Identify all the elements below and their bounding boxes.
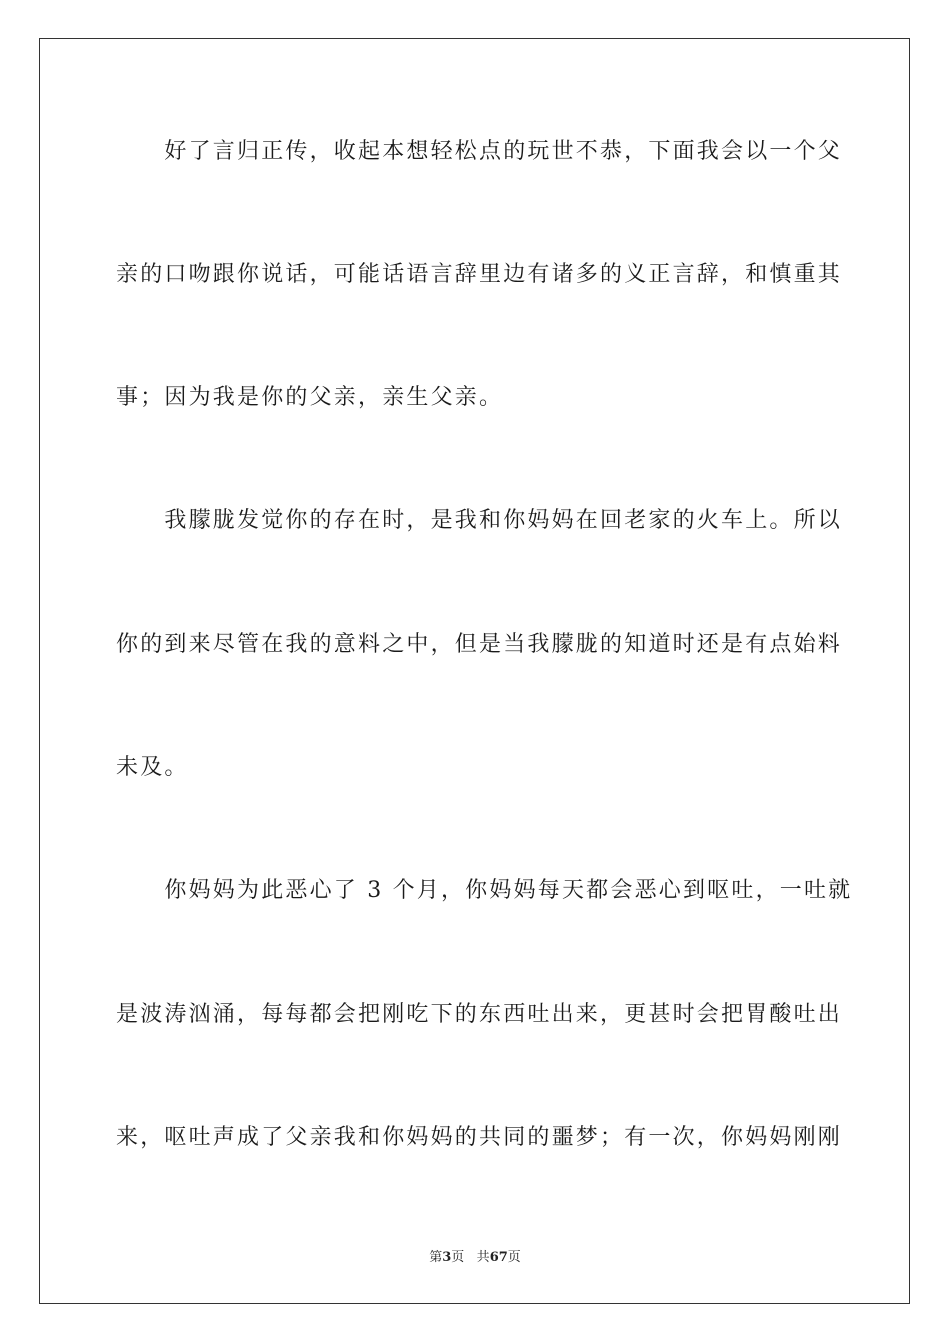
page-prefix: 第 — [429, 1250, 443, 1265]
page-number: 3 — [442, 1250, 452, 1265]
text-line: 未及。 — [116, 755, 189, 780]
page-suffix: 页 — [451, 1250, 465, 1265]
text-line: 事；因为我是你的父亲，亲生父亲。 — [116, 385, 504, 410]
page-footer — [0, 1246, 950, 1265]
page-border — [39, 38, 910, 1304]
text-line: 是波涛汹涌，每每都会把刚吃下的东西吐出来，更甚时会把胃酸吐出 — [116, 1002, 843, 1027]
text-line: 我朦胧发觉你的存在时，是我和你妈妈在回老家的火车上。所以 — [116, 508, 843, 533]
total-pages: 67 — [489, 1250, 508, 1265]
text-line: 来，呕吐声成了父亲我和你妈妈的共同的噩梦；有一次，你妈妈刚刚 — [116, 1125, 843, 1150]
text-line: 你妈妈为此恶心了 3 个月，你妈妈每天都会恶心到呕吐，一吐就 — [116, 878, 853, 903]
total-prefix: 共 — [476, 1250, 490, 1265]
text-line: 亲的口吻跟你说话，可能话语言辞里边有诸多的义正言辞，和慎重其 — [116, 262, 843, 287]
text-line: 好了言归正传，收起本想轻松点的玩世不恭，下面我会以一个父 — [116, 139, 843, 164]
text-line: 你的到来尽管在我的意料之中，但是当我朦胧的知道时还是有点始料 — [116, 632, 843, 657]
total-suffix: 页 — [507, 1250, 521, 1265]
